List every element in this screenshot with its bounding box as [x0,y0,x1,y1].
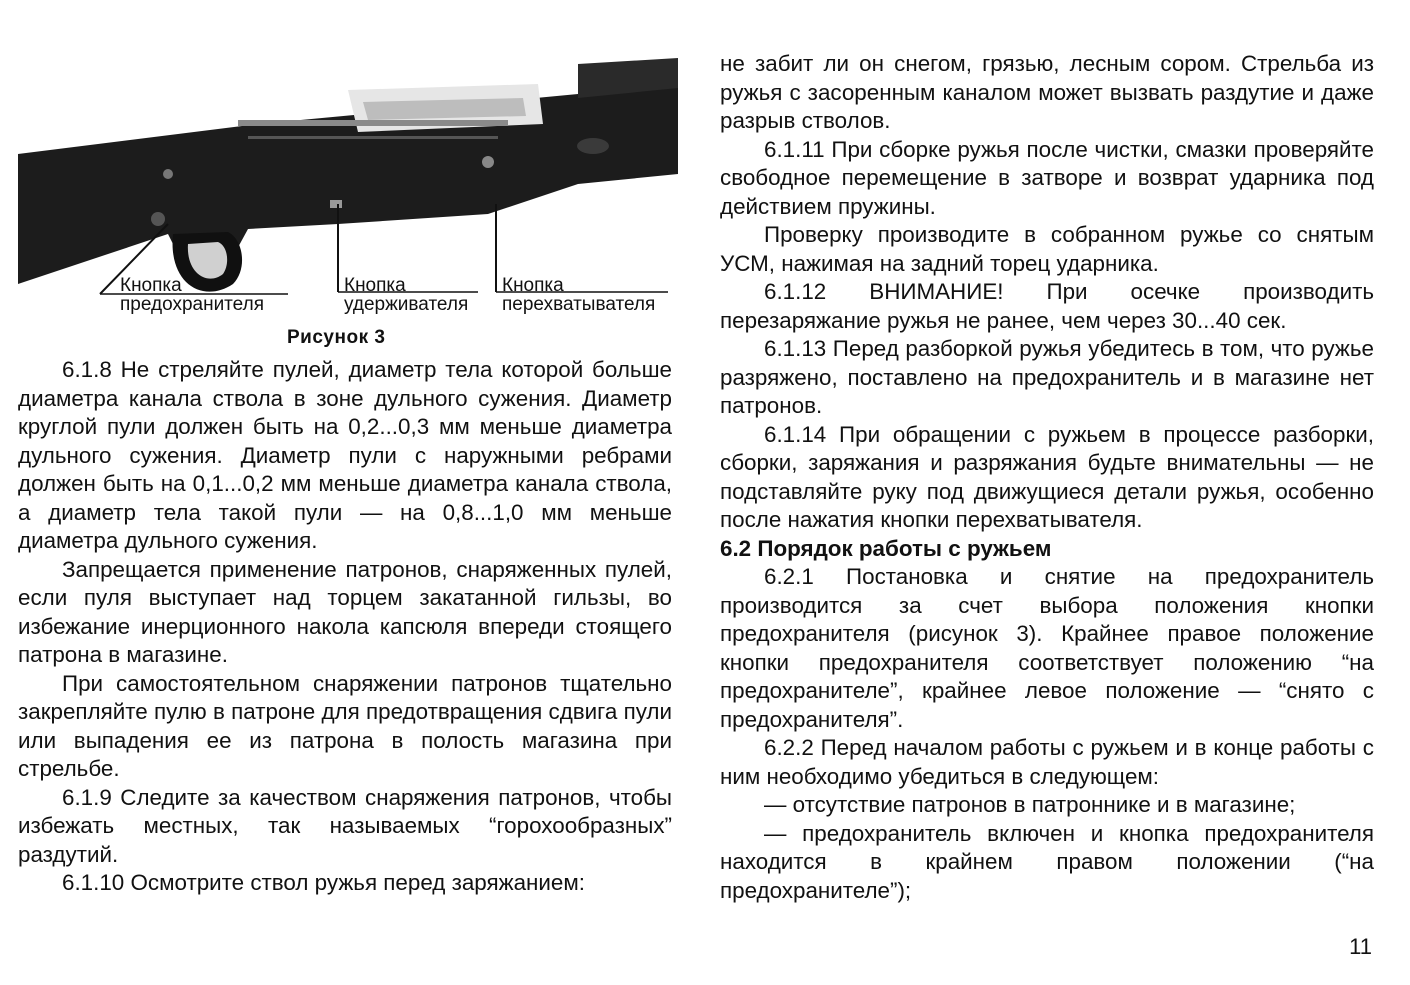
callout-retainer-button [344,276,468,314]
figure-3 [18,54,678,354]
callout-retainer-line1: Кнопка [344,275,406,296]
paragraph-continuation: не забит ли он снегом, грязью, лесным сором. Стрельба из ружья с засоренным каналом может вызвать раздутие и даже разрыв стволов. [720,51,1374,133]
paragraph-6-1-9: 6.1.9 Следите за качеством снаряжения патронов, чтобы избежать местных, так называемых “горохообразных” раздутий. [18,784,672,867]
paragraph-6-2-2: 6.2.2 Перед началом работы с ружьем и в конце работы с ним необходимо убедиться в следующем: [720,735,1374,789]
paragraph-check: Проверку производите в собранном ружье со снятым УСМ, нажимая на задний торец ударника. [720,222,1374,276]
paragraph-self-loading: При самостоятельном снаряжении патронов тщательно закрепляйте пулю в патроне для предотвращения сдвига пули или выпадения ее из патрона в полость магазина при стрельбе. [18,670,672,781]
callout-safety-line1: Кнопка [120,275,182,296]
right-column [720,50,1374,905]
paragraph-6-1-14: 6.1.14 При обращении с ружьем в процессе разборки, сборки, заряжания и разряжания будьте внимательны — не подставляйте руку под движущиеся детали ружья, особенно после нажатия кнопки перехватывателя. [720,421,1374,532]
callout-safety-line2: предохранителя [120,294,264,315]
callout-retainer-line2: удерживателя [344,294,469,315]
figure-caption: Рисунок 3 [287,327,386,348]
section-heading: 6.2 Порядок работы с ружьем [720,535,1052,561]
page-number: 11 [1349,934,1372,959]
callout-interceptor-button [502,276,655,314]
paragraph-6-1-13: 6.1.13 Перед разборкой ружья убедитесь в том, что ружье разряжено, поставлено на предохранитель и в магазине нет патронов. [720,336,1374,418]
callout-interceptor-line1: Кнопка [502,275,564,296]
paragraph-6-1-8: 6.1.8 Не стреляйте пулей, диаметр тела которой больше диаметра канала ствола в зоне дульного сужения. Диаметр круглой пули должен быть на 0,2...0,3 мм меньше диаметра дульного сужения. Диаметр пули с наружными ребрами должен быть на 0,1...0,2 мм меньше диаметра канала ствола, а диаметр тела такой пули — на 0,8...1,0 мм меньше диаметра дульного сужения. [18,357,672,553]
list-item-safety-on: — предохранитель включен и кнопка предохранителя находится в крайнем правом положении (“на предохранителе”); [720,820,1374,903]
paragraph-6-1-11: 6.1.11 При сборке ружья после чистки, смазки проверяйте свободное перемещение в затворе и возврат ударника под действием пружины. [720,136,1374,219]
callout-safety-button [120,276,264,314]
left-column [18,356,672,898]
list-item-no-cartridges: — отсутствие патронов в патроннике и в магазине; [764,792,1296,817]
paragraph-6-2-1: 6.2.1 Постановка и снятие на предохранитель производится за счет выбора положения кнопки предохранителя (рисунок 3). Крайнее правое положение кнопки предохранителя соответствует положению “на предохранителе”, крайнее левое положение — “снято с предохранителя”. [720,564,1374,732]
paragraph-prohibition: Запрещается применение патронов, снаряженных пулей, если пуля выступает над торцем закатанной гильзы, во избежание инерционного накола капсюля впереди стоящего патрона в магазине. [18,556,672,667]
paragraph-6-1-12: 6.1.12 ВНИМАНИЕ! При осечке производить перезаряжание ружья не ранее, чем через 30...40 сек. [720,279,1374,333]
callout-interceptor-line2: перехватывателя [502,294,656,315]
paragraph-6-1-10: 6.1.10 Осмотрите ствол ружья перед заряжанием: [62,870,585,895]
